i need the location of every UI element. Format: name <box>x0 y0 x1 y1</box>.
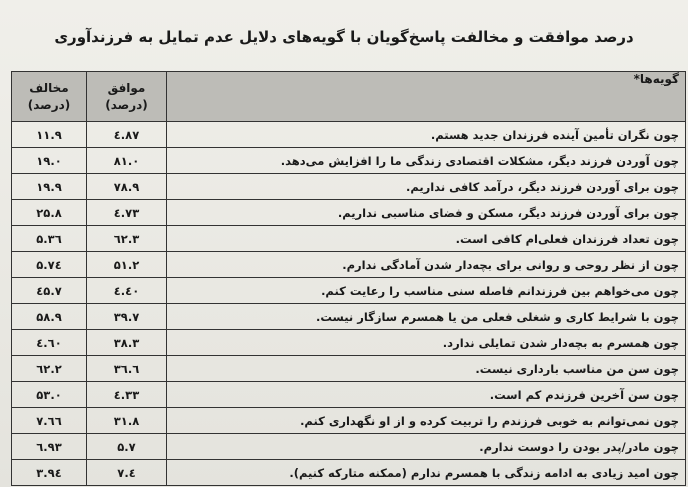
row-agree-value: ۷۳.٤ <box>87 200 167 226</box>
row-reason: چون آوردن فرزند دیگر، مشکلات اقتصادی زندگی ما را افزایش می‌دهد. <box>167 148 686 174</box>
row-disagree-value: ۳٦.۵ <box>12 226 87 252</box>
row-agree-value: ۸۱.۰ <box>87 148 167 174</box>
row-agree-value: ۳۱.۸ <box>87 408 167 434</box>
page-title: درصد موافقت و مخالفت پاسخ‌گویان با گویه‌های دلایل عدم تمایل به فرزندآوری <box>54 28 634 46</box>
row-agree-value: ۳٦.٦ <box>87 356 167 382</box>
row-reason: چون می‌خواهم بین فرزندانم فاصله سنی مناسب را رعایت کنم. <box>167 278 686 304</box>
row-agree-value: ۵.۷ <box>87 434 167 460</box>
row-reason: چون نمی‌توانم به خوبی فرزندم را تربیت کرده و از او نگهداری کنم. <box>167 408 686 434</box>
row-agree-value: ۸۷.٤ <box>87 122 167 148</box>
table-row <box>12 356 686 382</box>
row-reason: چون سن من مناسب بارداری نیست. <box>167 356 686 382</box>
row-disagree-value: ۷٤.۵ <box>12 252 87 278</box>
row-agree-value: ۳۹.۷ <box>87 304 167 330</box>
row-reason: چون از نظر روحی و روانی برای بچه‌دار شدن آمادگی ندارم. <box>167 252 686 278</box>
row-agree-value: ٦۲.۳ <box>87 226 167 252</box>
row-disagree-value: ٤۵.۷ <box>12 278 87 304</box>
table-row <box>12 382 686 408</box>
header-agree <box>87 72 167 122</box>
header-agree-unit: (درصد) <box>105 97 148 112</box>
table-row <box>12 252 686 278</box>
row-disagree-value: ۲۵.۸ <box>12 200 87 226</box>
row-disagree-value: ۱۹.۰ <box>12 148 87 174</box>
row-reason: چون نگران تأمین آینده فرزندان جدید هستم. <box>167 122 686 148</box>
row-agree-value: ۵۱.۲ <box>87 252 167 278</box>
header-disagree <box>12 72 87 122</box>
header-agree-label: موافق <box>107 80 146 95</box>
table-row <box>12 460 686 486</box>
survey-table <box>11 71 686 486</box>
row-disagree-value: ۵۸.۹ <box>12 304 87 330</box>
row-disagree-value: ۱۱.۹ <box>12 122 87 148</box>
row-reason: چون مادر/پدر بودن را دوست ندارم. <box>167 434 686 460</box>
row-agree-value: ۳۸.۳ <box>87 330 167 356</box>
row-disagree-value: ۵۳.۰ <box>12 382 87 408</box>
table-row <box>12 122 686 148</box>
table-header-row <box>12 72 686 122</box>
table-row <box>12 174 686 200</box>
row-disagree-value: ۹٤.۳ <box>12 460 87 486</box>
table-row <box>12 408 686 434</box>
row-disagree-value: ٦۰.٤ <box>12 330 87 356</box>
row-disagree-value: ۹۳.٦ <box>12 434 87 460</box>
table-row <box>12 226 686 252</box>
row-agree-value: ۳۳.٤ <box>87 382 167 408</box>
row-reason: چون برای آوردن فرزند دیگر، درآمد کافی نداریم. <box>167 174 686 200</box>
table-row <box>12 200 686 226</box>
table-row <box>12 330 686 356</box>
row-agree-value: ٤.۷ <box>87 460 167 486</box>
header-disagree-label: مخالف <box>29 80 69 95</box>
row-disagree-value: ۱۹.۹ <box>12 174 87 200</box>
row-reason: چون تعداد فرزندان فعلی‌ام کافی است. <box>167 226 686 252</box>
row-reason: چون برای آوردن فرزند دیگر، مسکن و فضای مناسبی نداریم. <box>167 200 686 226</box>
row-reason: چون با شرایط کاری و شغلی فعلی من یا همسرم سازگار نیست. <box>167 304 686 330</box>
row-reason: چون سن آخرین فرزندم کم است. <box>167 382 686 408</box>
table-row <box>12 148 686 174</box>
row-agree-value: ۷۸.۹ <box>87 174 167 200</box>
row-reason: چون همسرم به بچه‌دار شدن تمایلی ندارد. <box>167 330 686 356</box>
header-disagree-unit: (درصد) <box>27 97 71 112</box>
table-row <box>12 304 686 330</box>
row-reason: چون امید زیادی به ادامه زندگی با همسرم ندارم (ممکنه متارکه کنیم). <box>167 460 686 486</box>
table-row <box>12 278 686 304</box>
row-agree-value: ٤۰.٤ <box>87 278 167 304</box>
row-disagree-value: ٦٦.۷ <box>12 408 87 434</box>
table-row <box>12 434 686 460</box>
header-reason: گویه‌ها* <box>167 72 686 122</box>
row-disagree-value: ٦۲.۲ <box>12 356 87 382</box>
